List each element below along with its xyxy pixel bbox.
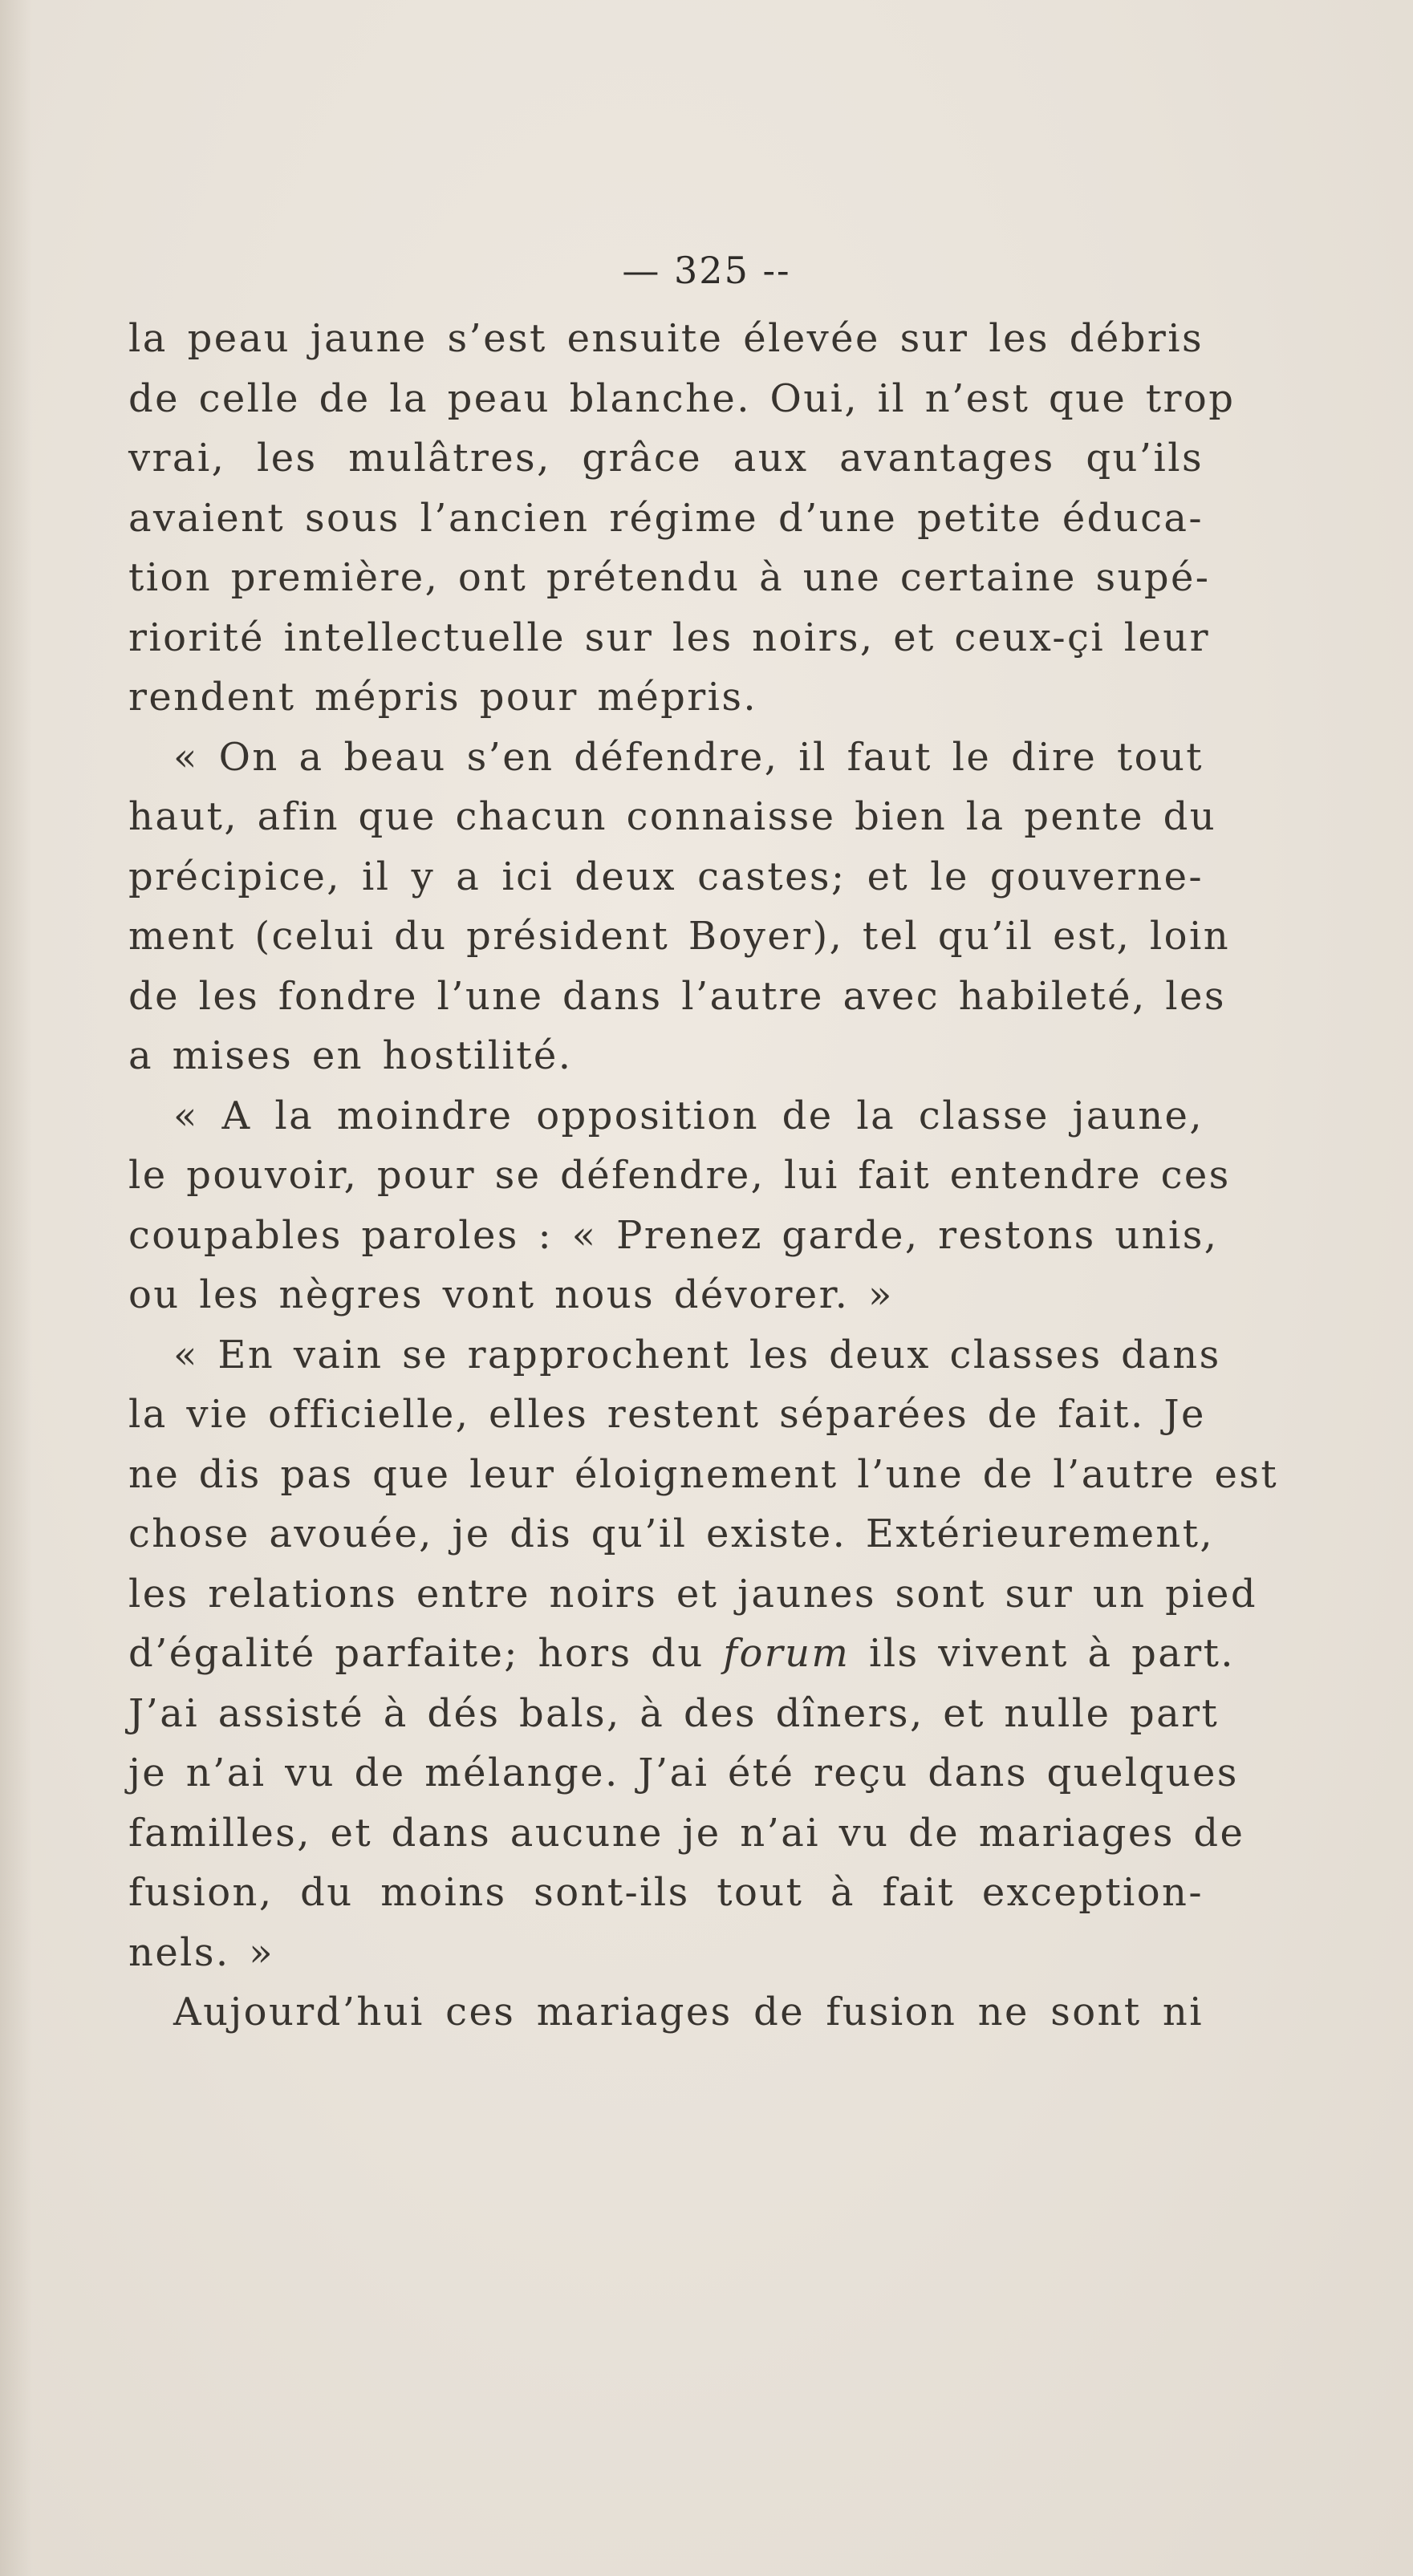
text-line: vrai, les mulâtres, grâce aux avantages qu’ils	[128, 436, 1204, 481]
text-line: chose avouée, je dis qu’il existe. Extérieurement,	[128, 1511, 1215, 1556]
text-line: Aujourd’hui ces mariages de fusion ne sont ni	[173, 1990, 1204, 2034]
text-line: tion première, ont prétendu à une certaine supé-	[128, 555, 1211, 600]
text-line: je n’ai vu de mélange. J’ai été reçu dans quelques	[128, 1750, 1239, 1795]
text-run: ils vivent à part.	[850, 1631, 1235, 1676]
text-line: « On a beau s’en défendre, il faut le dire tout	[173, 734, 1204, 780]
text-line: J’ai assisté à dés bals, à des dîners, et nulle part	[128, 1690, 1220, 1736]
text-line	[128, 1624, 1235, 1684]
text-line: le pouvoir, pour se défendre, lui fait entendre ces	[128, 1153, 1231, 1198]
text-line: précipice, il y a ici deux castes; et le gouverne-	[128, 854, 1204, 899]
text-line: la peau jaune s’est ensuite élevée sur les débris	[128, 316, 1204, 361]
page-gutter-shadow	[0, 0, 32, 2576]
text-line: coupables paroles : « Prenez garde, restons unis,	[128, 1212, 1219, 1258]
page-number: — 325 --	[622, 249, 791, 292]
text-line: ne dis pas que leur éloignement l’une de l’autre est	[128, 1451, 1279, 1497]
text-line: avaient sous l’ancien régime d’une petite éduca-	[128, 495, 1204, 541]
italic-word: forum	[723, 1631, 851, 1676]
text-line: riorité intellectuelle sur les noirs, et ceux-çi leur	[128, 615, 1210, 660]
text-line: les relations entre noirs et jaunes sont sur un pied	[128, 1571, 1257, 1617]
text-line: haut, afin que chacun connaisse bien la pente du	[128, 794, 1217, 839]
text-line: rendent mépris pour mépris.	[128, 675, 758, 720]
text-line: familles, et dans aucune je n’ai vu de mariages de	[128, 1810, 1245, 1856]
text-line: ment (celui du président Boyer), tel qu’il est, loin	[128, 914, 1231, 959]
body-text	[128, 309, 1279, 2043]
text-line: « En vain se rapprochent les deux classes dans	[173, 1332, 1221, 1377]
text-line: fusion, du moins sont-ils tout à fait exception-	[128, 1870, 1204, 1915]
text-line: nels. »	[128, 1929, 274, 1975]
text-line: de les fondre l’une dans l’autre avec habileté, les	[128, 973, 1226, 1019]
text-line: ou les nègres vont nous dévorer. »	[128, 1272, 894, 1317]
text-line: a mises en hostilité.	[128, 1033, 573, 1078]
text-line: de celle de la peau blanche. Oui, il n’est que trop	[128, 375, 1236, 421]
text-line: « A la moindre opposition de la classe jaune,	[173, 1093, 1204, 1138]
text-run: d’égalité parfaite; hors du	[128, 1631, 724, 1676]
text-line: la vie officielle, elles restent séparées de fait. Je	[128, 1392, 1206, 1437]
